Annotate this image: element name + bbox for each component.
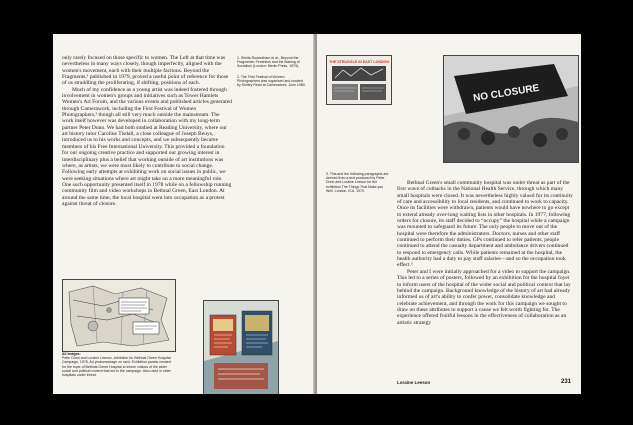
banner-text: NO CLOSURE — [472, 82, 541, 105]
map-photomontage-image — [62, 279, 176, 352]
left-paragraph-1: only rarely focused on those specific to women. The Left at that time was nevertheless in many ways closely, though imperfectly, aligned with the women's movement, each with their multiple factions. Beyond the Fragments,¹ published in 1979, proved a useful point of reference for those of us straddling the proliferating, if shifting, positions of each. — [62, 55, 229, 87]
right-paragraph-2: Peter and I were initially approached for a video to support the campaign. This led to a series of posters, followed by an exhibition for the hospital foyer to inform users of the hospital of the wider social and political context that lay behind the campaign. Background knowledge of the history of art had already informed us of art's ability to confer power, consolidate knowledge and celebrate achievement, and through the work for this campaign we sought to draw on these attributes to support a cause we felt worth fighting for. The experience offered fruitful lessons in the effectiveness of collaboration as an artistic strategy — [397, 268, 571, 326]
left-sidenote-2: 2. The First Festival of Women Photographers was organised and curated by Shirley Read at Camerawork, June 1980. — [237, 75, 306, 88]
right-sidenote: 3. This and the following paragraphs are derived from a text produced by Peter Dunn and Loraine Leeson for the exhibition The Things That Make you Well, London, ICA, 1979. — [326, 172, 389, 193]
left-page — [53, 34, 315, 394]
left-sidenote-1: 1. Sheila Rowbotham et al., Beyond the Fragments: Feminism and the Making of Socialism (London: Merlin Press, 1979). — [237, 56, 300, 69]
left-body-text — [62, 55, 232, 207]
running-footer-author: Loraine Leeson — [397, 380, 431, 385]
protest-banner-image — [443, 55, 579, 163]
map-caption: All images: Peter Dunn and Loraine Leeson, exhibition for Bethnal Green Hospital Campaign, 1978. Ad photomontage on card. Exhibition panels created for the foyer of Bethnal Green Hospital to inform visitors of the wider social and political context that led to the campaign. Also used in other hospitals under threat. — [62, 352, 171, 378]
exhibition-photo-image — [203, 300, 279, 394]
left-paragraph-2: Much of my confidence as a young artist was indeed fostered through involvement in women's groups and initiatives such as Tower Hamlets Women's Art Forum, and the various events and published articles generated through Camerawork, including the First Festival of Women Photographers,² though all still very much outside the mainstream. The work itself however was developed in collaboration with my long-term partner Peter Dunn. We had both studied at Reading University, where our art history tutor Caroline Tisdall, a close colleague of Joseph Beuys, introduced us to his works and concepts, and we subsequently became members of his Free International University. This provided a foundation for our ongoing creative practice and supported our growing interest in interdisciplinary plus a belief that working outside of art institutions was where, as artists, we were most likely to contribute to social change. Following early attempts at exhibiting work on social issues in public, we were seeking situations where art might take on a more meaningful role. One such opportunity presented itself in 1978 while on a fellowship running community film and video workshops in Bethnal Green, East London. At around the same time, the local hospital went into occupation as a protest against threat of closure. — [62, 86, 232, 207]
right-paragraph-1: Bethnal Green's small community hospital was under threat as part of the first wave of cutbacks in the National Health Service, through which many small hospitals were closed. It was nevertheless highly valued for its continuity of care and accessibility to local residents, and continued to work to capacity. Once its facilities were withdrawn, patients would have nowhere to go except to extend already over-long waiting lists in other hospitals. In 1977, following orders for closure, its staff decided to “occupy” the hospital while a campaign was mounted to safeguard its future. The only people to move out of the hospital were therefore the administrators. Doctors, nurses and other staff continued to perform their duties, GPs continued to refer patients, people continued to attend the casualty department and ambulance drivers continued to respond to emergency calls. While patients remained at the hospital, the health authority had a duty to pay staff salaries—and so the occupation took effect.³ — [397, 180, 573, 269]
poster-image — [326, 55, 392, 105]
poster-title-text: THE STRUGGLE IN EAST LONDON — [329, 60, 389, 64]
page-number: 231 — [561, 379, 572, 385]
right-body-text — [397, 180, 573, 326]
right-page — [317, 34, 581, 394]
